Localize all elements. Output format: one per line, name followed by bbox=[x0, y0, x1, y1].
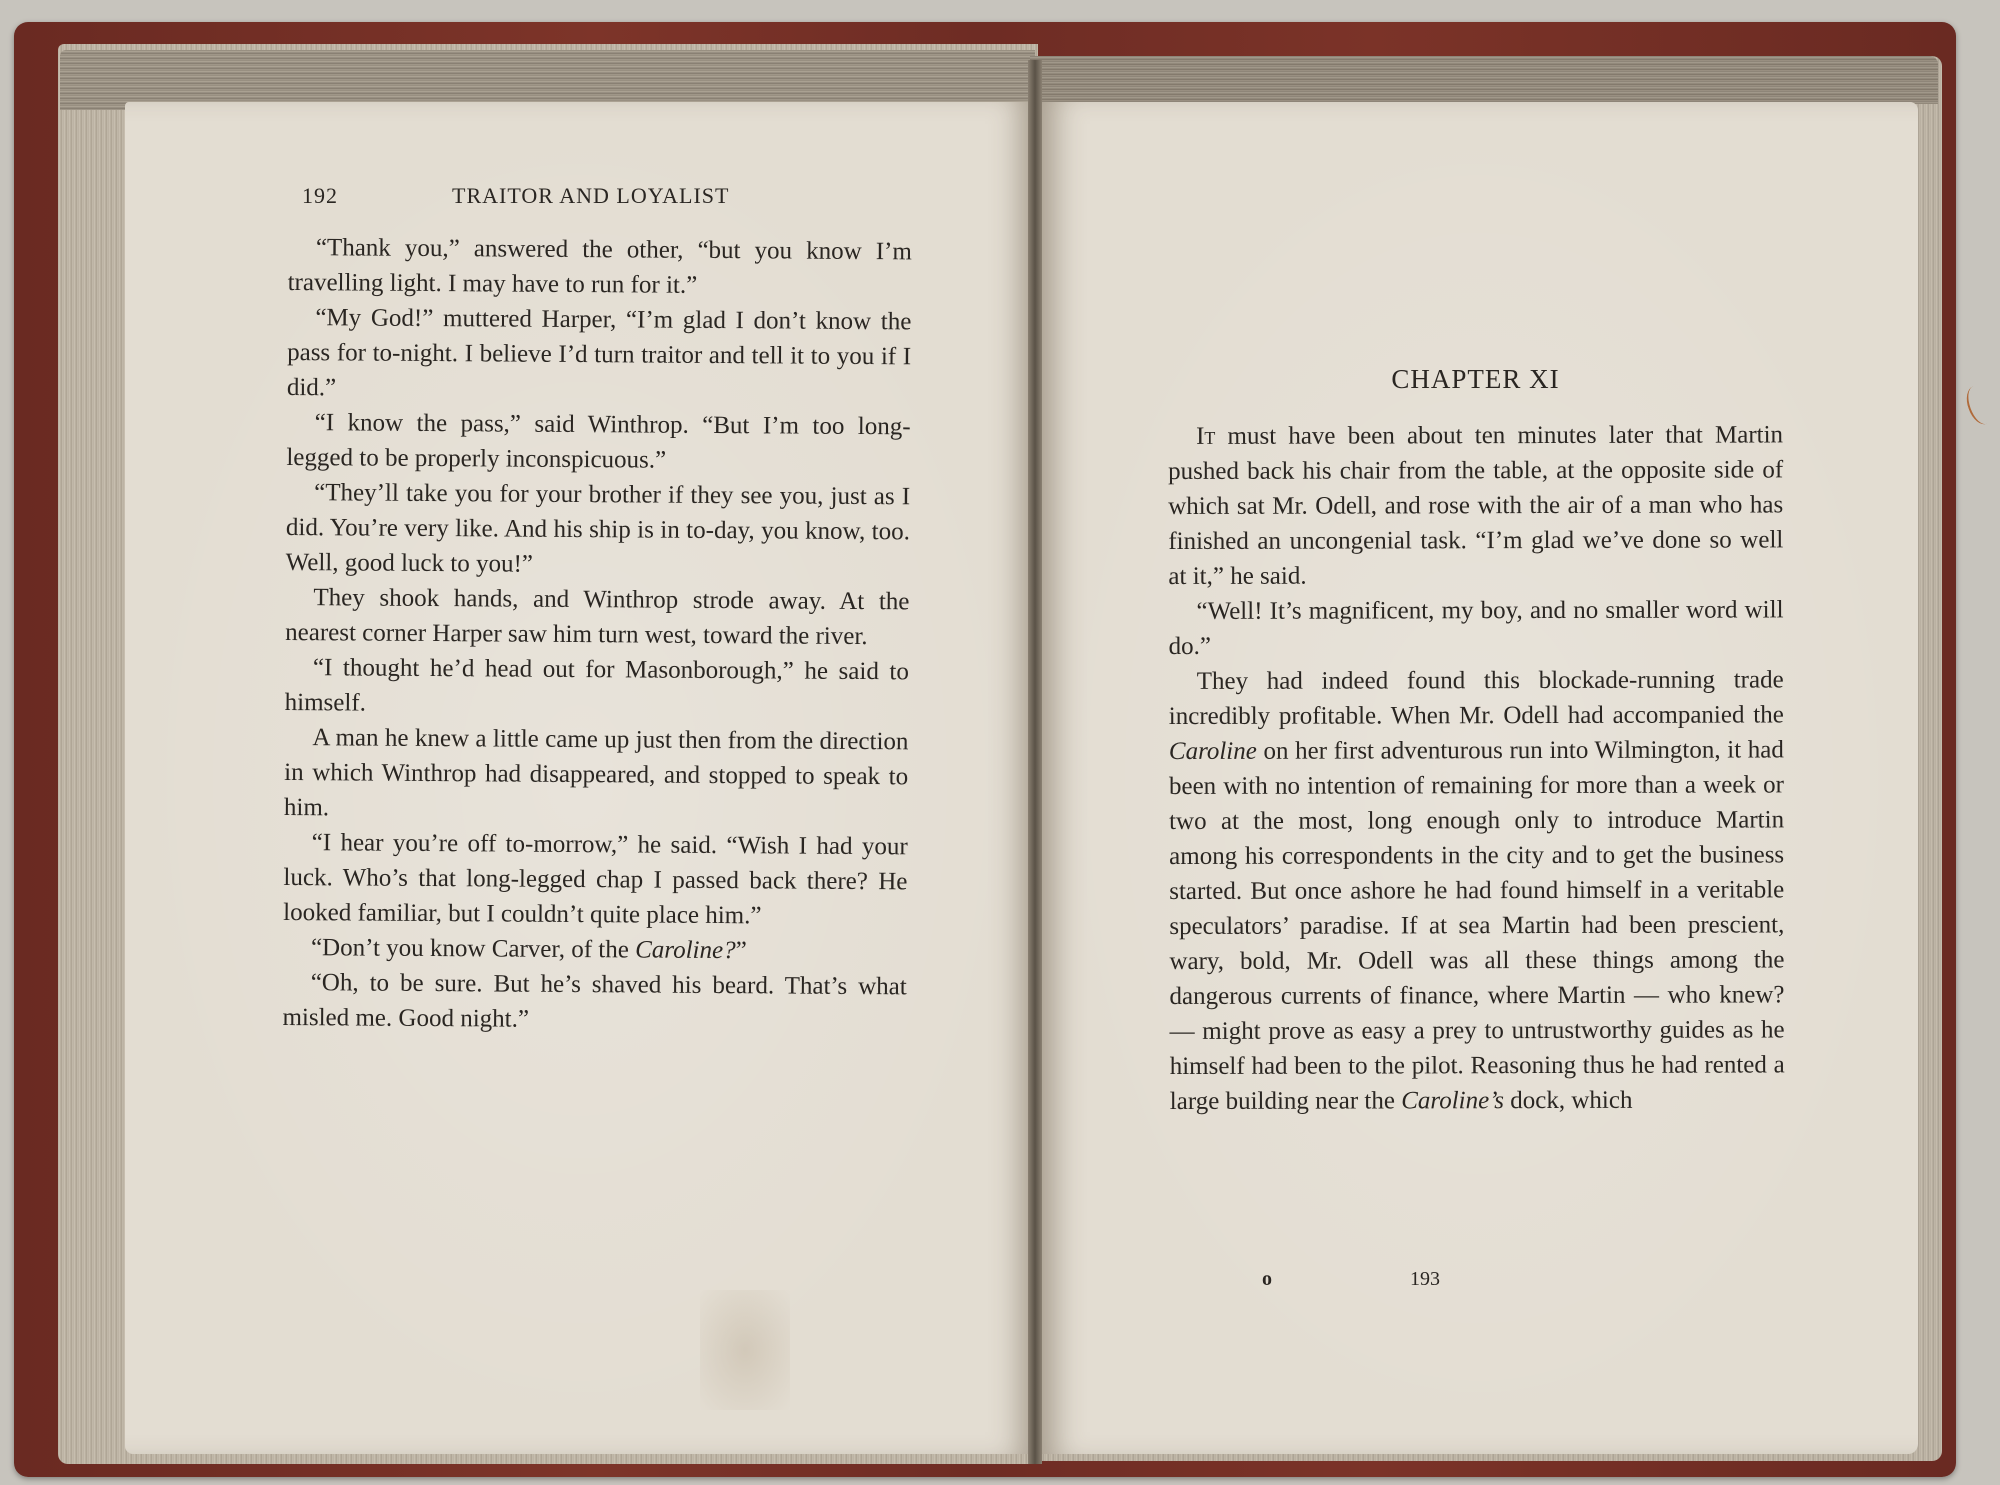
bookmark-thread bbox=[1962, 382, 1998, 428]
paragraph-opening bbox=[1168, 417, 1783, 594]
page-stain bbox=[700, 1290, 790, 1410]
paragraph: “I thought he’d head out for Masonborough,” he said to himself. bbox=[284, 654, 910, 717]
opening-small-caps: It bbox=[1196, 422, 1216, 450]
signature-mark: o bbox=[1262, 1268, 1272, 1290]
paragraph-carver bbox=[283, 930, 907, 969]
book-gutter bbox=[1028, 60, 1042, 1464]
right-text-column bbox=[1168, 417, 1785, 1119]
text-run: on her first adventurous run into Wilmington, it had been with no intention of remaining for more than a week or two at the most, long enough only to introduce Martin among his correspondents in the city and to get the business started. But once ashore he had found himself in a veritable speculators’ paradise. If at sea Martin had been prescient, wary, bold, Mr. Odell was all these things among the dangerous currents of finance, where Martin — who knew? — might prove as easy a prey to untrustworthy guides as he himself had been to the pilot. Reasoning thus he had rented a large building near the bbox=[1168, 736, 1785, 1115]
paragraph: “I know the pass,” said Winthrop. “But I’m too long-legged to be properly inconspicuous.” bbox=[286, 409, 911, 474]
paragraph: “My God!” muttered Harper, “I’m glad I don’t know the pass for to-night. I believe I’d turn traitor and tell it to you if I did.” bbox=[286, 304, 912, 402]
paragraph: They shook hands, and Winthrop strode away. At the nearest corner Harper saw him turn west, toward the river. bbox=[285, 584, 910, 651]
running-head bbox=[302, 178, 912, 213]
paragraph: “Well! It’s magnificent, my boy, and no smaller word will do.” bbox=[1168, 596, 1784, 660]
text-run: must have been about ten minutes later that Martin pushed back his chair from the table, at the opposite side of which sat Mr. Odell, and rose with the air of a man who has finished an uncongenial task. “I’m glad we’ve done so well at it,” he said. bbox=[1168, 421, 1784, 590]
left-page-edges bbox=[60, 50, 1035, 110]
ship-name-italic: Caroline bbox=[1168, 737, 1257, 765]
paragraph: “They’ll take you for your brother if they see you, just as I did. You’re very like. And his ship is in to-day, you know, too. Well, good luck to you!” bbox=[285, 479, 911, 578]
paragraph: “Thank you,” answered the other, “but you know I’m travelling light. I may have to run for it.” bbox=[287, 234, 912, 299]
right-page-edges bbox=[1030, 56, 1938, 104]
right-page-footer bbox=[1262, 1262, 1562, 1297]
text-run: “Don’t you know Carver, of the bbox=[310, 934, 636, 964]
right-page-number: 193 bbox=[1410, 1268, 1440, 1290]
chapter-heading: CHAPTER XI bbox=[1391, 364, 1560, 394]
left-text-column bbox=[282, 230, 912, 1039]
left-page-number: 192 bbox=[302, 183, 338, 208]
ship-name-italic: Caroline’s bbox=[1401, 1087, 1505, 1115]
text-run: ” bbox=[735, 937, 747, 965]
paragraph: “I hear you’re off to-morrow,” he said. “Wish I had your luck. Who’s that long-legged chap I passed back there? He looked familiar, but I couldn’t quite place him.” bbox=[283, 829, 908, 930]
paragraph: A man he knew a little came up just then from the direction in which Winthrop had disappeared, and stopped to speak to him. bbox=[283, 724, 909, 822]
ship-name-italic: Caroline? bbox=[635, 936, 736, 965]
running-head-title: TRAITOR AND LOYALIST bbox=[452, 183, 730, 208]
paragraph-long bbox=[1169, 662, 1785, 1119]
paragraph: “Oh, to be sure. But he’s shaved his beard. That’s what misled me. Good night.” bbox=[282, 969, 907, 1033]
text-run: dock, which bbox=[1503, 1086, 1633, 1115]
text-run: They had indeed found this blockade-running trade incredibly profitable. When Mr. Odell had accompanied the bbox=[1168, 666, 1784, 730]
